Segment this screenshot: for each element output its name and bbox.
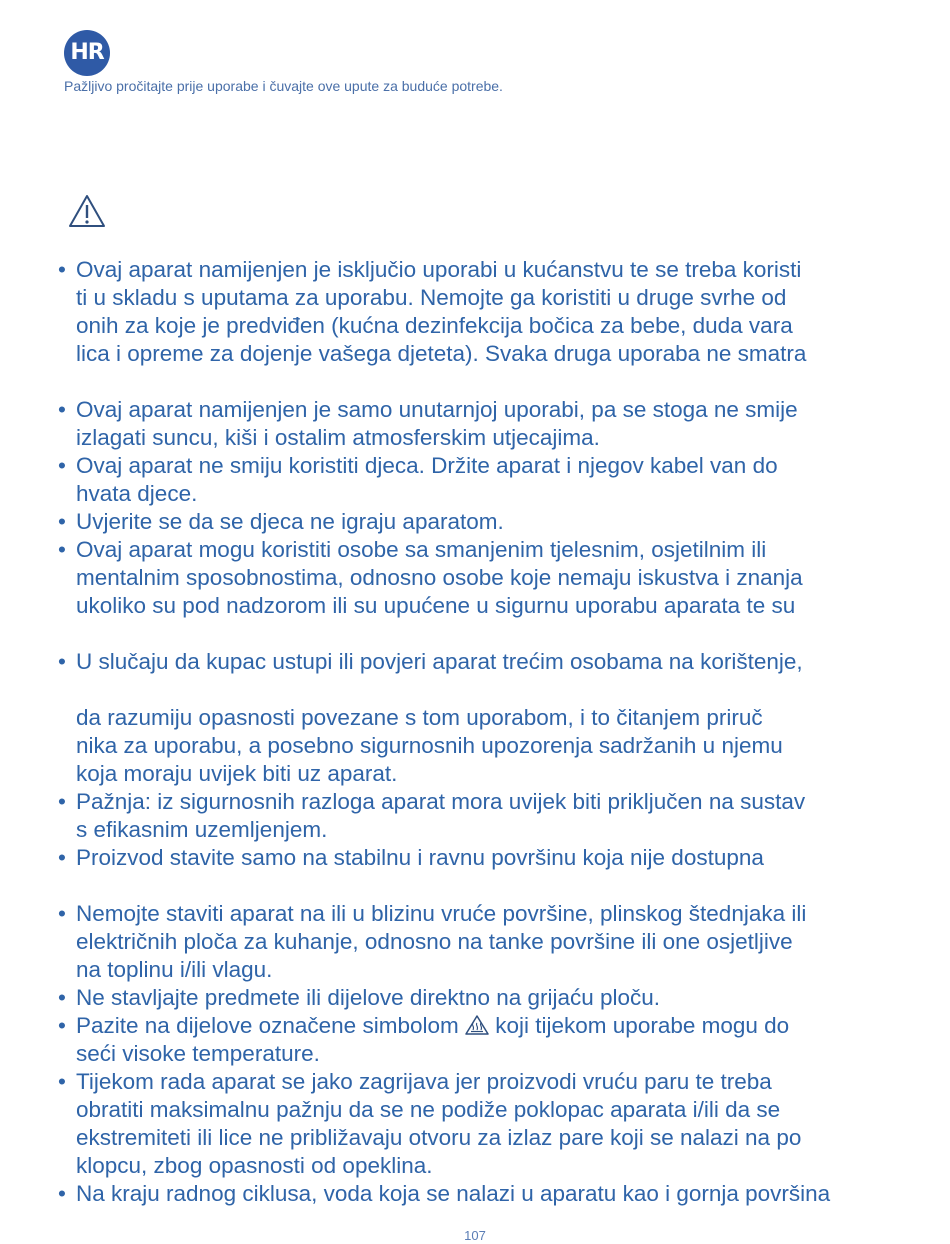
item-line: Pažnja: iz sigurnosnih razloga aparat mora uvijek biti priključen na sustav (76, 789, 806, 814)
item-line (76, 1012, 884, 1040)
item-line: Ovaj aparat mogu koristiti osobe sa smanjenim tjelesnim, osjetilnim ili (76, 537, 767, 562)
list-item-continuation (58, 704, 884, 788)
list-item: • Tijekom rada aparat se jako zagrijava jer proizvodi vruću paru te treba obratiti maksimalnu pažnju da se ne podiže poklopac aparata i/ili da se ekstremiteti ili lice ne približavaju otvoru za izlaz pare koji se nalazi na po klopcu, zbog opasnosti od opeklina. (58, 1068, 884, 1180)
list-item: • Na kraju radnog ciklusa, voda koja se nalazi u aparatu kao i gornja površina (58, 1180, 884, 1208)
list-item: • Uvjerite se da se djeca ne igraju aparatom. (58, 508, 884, 536)
safety-instructions (58, 256, 884, 1208)
item-line: lica i opreme za dojenje vašega djeteta). Svaka druga uporaba ne smatra (76, 341, 807, 366)
list-item: • U slučaju da kupac ustupi ili povjeri aparat trećim osobama na korištenje, (58, 648, 884, 676)
item-line: koja moraju uvijek biti uz aparat. (76, 761, 398, 786)
item-line: Ne stavljajte predmete ili dijelove direktno na grijaću ploču. (76, 985, 661, 1010)
page-number: 107 (464, 1228, 486, 1243)
item-text: Pazite na dijelove označene simbolom (76, 1013, 459, 1038)
list-item: • Ovaj aparat mogu koristiti osobe sa smanjenim tjelesnim, osjetilnim ili mentalnim sposobnostima, odnosno osobe koje nemaju iskustva i znanja ukoliko su pod nadzorom ili su upućene u sigurnu uporabu aparata te su (58, 536, 884, 620)
item-line: ekstremiteti ili lice ne približavaju otvoru za izlaz pare koji se nalazi na po (76, 1125, 802, 1150)
item-line: Uvjerite se da se djeca ne igraju aparatom. (76, 509, 504, 534)
item-line: Ovaj aparat namijenjen je isključio uporabi u kućanstvu te se treba koristi (76, 257, 802, 282)
item-line: onih za koje je predviđen (kućna dezinfekcija bočica za bebe, duda vara (76, 313, 793, 338)
item-line: Proizvod stavite samo na stabilnu i ravnu površinu koja nije dostupna (76, 845, 764, 870)
list-item: • Nemojte staviti aparat na ili u blizinu vruće površine, plinskog štednjaka ili električnih ploča za kuhanje, odnosno na tanke površine ili one osjetljive na toplinu i/ili vlagu. (58, 900, 884, 984)
list-item: • Pažnja: iz sigurnosnih razloga aparat mora uvijek biti priključen na sustav s efikasnim uzemljenjem. (58, 788, 884, 844)
item-line: mentalnim sposobnostima, odnosno osobe koje nemaju iskustva i znanja (76, 565, 803, 590)
list-item: • Ovaj aparat namijenjen je isključio uporabi u kućanstvu te se treba koristi ti u skladu s uputama za uporabu. Nemojte ga koristiti u druge svrhe od onih za koje je predviđen (kućna dezinfekcija bočica za bebe, duda vara lica i opreme za dojenje vašega djeteta). Svaka druga uporaba ne smatra (58, 256, 884, 368)
list-item: • Ne stavljajte predmete ili dijelove direktno na grijaću ploču. (58, 984, 884, 1012)
item-line: obratiti maksimalnu pažnju da se ne podiže poklopac aparata i/ili da se (76, 1097, 781, 1122)
item-line: Nemojte staviti aparat na ili u blizinu vruće površine, plinskog štednjaka ili (76, 901, 807, 926)
list-item: • Ovaj aparat namijenjen je samo unutarnjoj uporabi, pa se stoga ne smije izlagati suncu, kiši i ostalim atmosferskim utjecajima. (58, 396, 884, 452)
item-line: nika za uporabu, a posebno sigurnosnih upozorenja sadržanih u njemu (76, 733, 783, 758)
list-item: • Ovaj aparat ne smiju koristiti djeca. Držite aparat i njegov kabel van do hvata djece. (58, 452, 884, 508)
item-line: s efikasnim uzemljenjem. (76, 817, 328, 842)
item-line: klopcu, zbog opasnosti od opeklina. (76, 1153, 433, 1178)
item-line: na toplinu i/ili vlagu. (76, 957, 273, 982)
item-line: da razumiju opasnosti povezane s tom uporabom, i to čitanjem priruč (76, 705, 763, 730)
item-line: Ovaj aparat namijenjen je samo unutarnjoj uporabi, pa se stoga ne smije (76, 397, 798, 422)
page-subtitle: Pažljivo pročitajte prije uporabe i čuvajte ove upute za buduće potrebe. (64, 78, 503, 94)
item-line: U slučaju da kupac ustupi ili povjeri aparat trećim osobama na korištenje, (76, 649, 803, 674)
hot-surface-icon (465, 1015, 489, 1035)
item-text: koji tijekom uporabe mogu do (495, 1013, 790, 1038)
list-item: • Pazite na dijelove označene simbolom koji tijekom uporabe mogu do seći visoke temperature. (58, 1012, 884, 1068)
item-line: Ovaj aparat ne smiju koristiti djeca. Držite aparat i njegov kabel van do (76, 453, 778, 478)
warning-triangle-icon (68, 194, 106, 228)
item-line: Tijekom rada aparat se jako zagrijava jer proizvodi vruću paru te treba (76, 1069, 772, 1094)
item-line: hvata djece. (76, 481, 198, 506)
item-line: seći visoke temperature. (76, 1041, 320, 1066)
list-item: • Proizvod stavite samo na stabilnu i ravnu površinu koja nije dostupna (58, 844, 884, 872)
item-line: Na kraju radnog ciklusa, voda koja se nalazi u aparatu kao i gornja površina (76, 1181, 831, 1206)
item-line: ti u skladu s uputama za uporabu. Nemojte ga koristiti u druge svrhe od (76, 285, 787, 310)
item-line: električnih ploča za kuhanje, odnosno na tanke površine ili one osjetljive (76, 929, 793, 954)
item-line: izlagati suncu, kiši i ostalim atmosferskim utjecajima. (76, 425, 600, 450)
item-line: ukoliko su pod nadzorom ili su upućene u sigurnu uporabu aparata te su (76, 593, 796, 618)
language-badge: HR (64, 30, 110, 76)
